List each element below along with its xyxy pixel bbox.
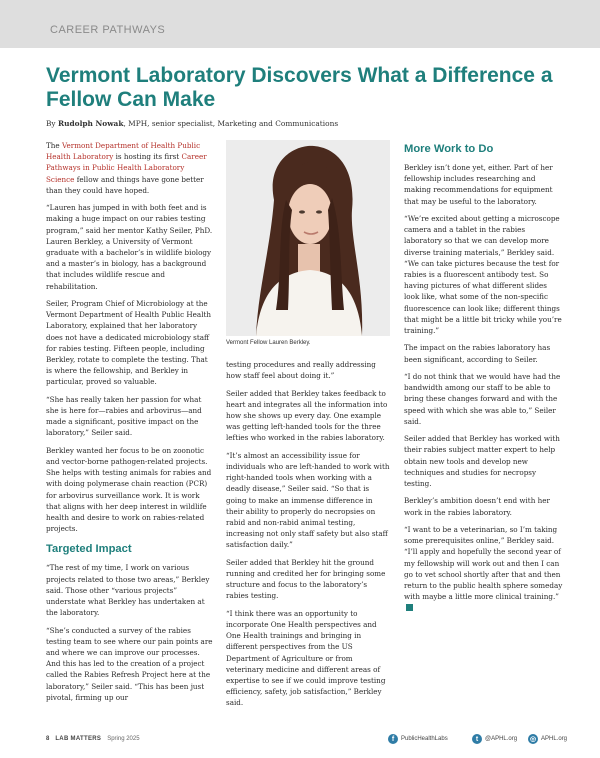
paragraph: Seiler added that Berkley hit the ground running and credited her for bringing some structure and focus to the laboratory’s rabies testing. (226, 557, 386, 601)
footer (46, 734, 568, 746)
paragraph: “I think there was an opportunity to incorporate One Health perspectives and One Health trainings and bringing in different perspectives from the US Department of Agriculture or from veterinary medicine and different areas of expertise to see if we could improve testing efficiency, safety, job satisfaction,” Berkley said. (226, 608, 386, 708)
twitter-icon: t (472, 734, 482, 744)
subhead-more-work: More Work to Do (404, 143, 494, 155)
paragraph: testing procedures and really addressing how staff feel about doing it.” (226, 360, 376, 381)
page-number: 8 (46, 736, 50, 742)
paragraph: “She has really taken her passion for what she is here for—rabies and arbovirus—and made a significant, positive impact on the laboratory,” Seiler said. (46, 394, 202, 438)
byline-prefix: By (46, 119, 58, 128)
author-title: , MPH, senior specialist, Marketing and Communications (123, 119, 339, 128)
end-mark-icon (406, 604, 413, 611)
byline (46, 119, 338, 128)
paragraph: “I do not think that we would have had the bandwidth among our staff to be able to bring these changes forward and with the speed with which she was able to,” Seiler said. (404, 372, 561, 426)
portrait-illustration (226, 140, 390, 336)
issue-date: Spring 2025 (107, 736, 140, 742)
website-link[interactable] (528, 734, 567, 744)
section-label: CAREER PATHWAYS (50, 24, 166, 36)
website-url: APHL.org (541, 736, 568, 742)
column-2 (226, 359, 390, 715)
paragraph: Berkley isn’t done yet, either. Part of her fellowship includes researching and making recommendations for equipment that may be useful to the laboratory. (404, 163, 553, 206)
paragraph: Seiler, Program Chief of Microbiology at the Vermont Department of Health Public Health Laboratory, explained that her laboratory does not have a dedicated microbiology staff for rabies testing. Fifteen people, including Berkley, rotate to complete the testing. That is where the fellowship, and Berkley in particular, proved so valuable. (46, 299, 212, 387)
column-1 (46, 140, 214, 709)
header-band (0, 0, 600, 48)
text-run: is hosting its first (113, 152, 182, 162)
paragraph: Seiler added that Berkley has worked with their rabies subject matter expert to help obtain new tools and develop new techniques and studies for necropsy testing. (404, 434, 560, 489)
globe-icon: ◎ (529, 736, 537, 743)
facebook-handle: PublicHealthLabs (401, 736, 448, 742)
paragraph: Berkley wanted her focus to be on zoonotic and vector-borne pathogen-related projects. She helps with testing animals for rabies and with doing polymerase chain reaction (PCR) for arbovirus surveillance work. It is work that aligns with her deep interest in wildlife health and desire to work on rabies-related projects. (46, 445, 212, 534)
paragraph: “The rest of my time, I work on various projects related to those two areas,” Berkley said. Those other “various projects” understate what Berkley has undertaken at the laboratory. (46, 563, 210, 618)
twitter-link[interactable] (472, 734, 517, 744)
facebook-link[interactable] (388, 734, 448, 744)
career-pathways-link[interactable]: Career Pathways in Public Health Laboratory Science (46, 152, 207, 184)
closing-text: “I want to be a veterinarian, so I’m taking some prerequisites online,” Berkley said. “I’ll apply and hopefully the second year of my fellowship will work out and then I can go to vet school shortly after that and then return to the public health sphere someday with maybe a little more clinical training.” (404, 525, 563, 602)
publication-name: LAB MATTERS (55, 736, 102, 742)
column-3 (404, 140, 564, 620)
paragraph: Seiler added that Berkley takes feedback to heart and integrates all the information into how she shows up every day. One example was getting left-handed tools for the three lefties who worked in the rabies laboratory. (226, 388, 388, 443)
paragraph (404, 524, 564, 614)
paragraph: “Lauren has jumped in with both feet and is making a huge impact on our rabies testing program,” said her mentor Kathy Seiler, PhD. Lauren Berkley, a University of Vermont graduate with a bachelor’s in wildlife biology and a master’s in biology, has a background that includes wildlife rescue and rehabilitation. (46, 203, 213, 291)
portrait-photo (226, 140, 390, 336)
author-name: Rudolph Nowak (57, 119, 124, 128)
footer-left (46, 736, 140, 742)
text-run: The (46, 141, 62, 150)
subhead-targeted-impact: Targeted Impact (46, 543, 132, 556)
vermont-lab-link[interactable]: Vermont Department of Health Public Health Laboratory (46, 141, 201, 162)
paragraph (46, 140, 214, 196)
paragraph: The impact on the rabies laboratory has been significant, according to Seiler. (404, 343, 551, 364)
paragraph: “We’re excited about getting a microscope camera and a tablet in the rabies laboratory so that we can develop more diverse training materials,” Berkley said. “We can take pictures because the test for rabies is a fluorescent antibody test. So having pictures of what different slides look like, what some of the non-specific fluorescence can look like; different things that might be a little bit tricky while you’re training.” (404, 214, 562, 336)
facebook-icon: f (388, 734, 398, 744)
photo-caption: Vermont Fellow Lauren Berkley. (226, 340, 311, 346)
paragraph: “It’s almost an accessibility issue for individuals who are left-handed to work with right-handed tools when working with a deadly disease,” Seiler said. “So that is going to make an immense difference in their ability to properly do necropsies on rabid and non-rabid animal testing, increasing not only staff safety but also staff satisfaction daily.” (226, 450, 390, 550)
twitter-handle: @APHL.org (485, 736, 518, 742)
paragraph: Berkley’s ambition doesn’t end with her work in the rabies laboratory. (404, 496, 550, 517)
article-title: Vermont Laboratory Discovers What a Difference a Fellow Can Make (46, 64, 553, 111)
paragraph: “She’s conducted a survey of the rabies testing team to see where our pain points are and where we can improve our processes. And this has led to the creation of a project called the Rabies Refresh Project here at the laboratory,” Seiler said. “This has been just pivotal, firming up our (46, 625, 213, 702)
text-run: fellow and things have gone better than they could have hoped. (46, 174, 204, 195)
